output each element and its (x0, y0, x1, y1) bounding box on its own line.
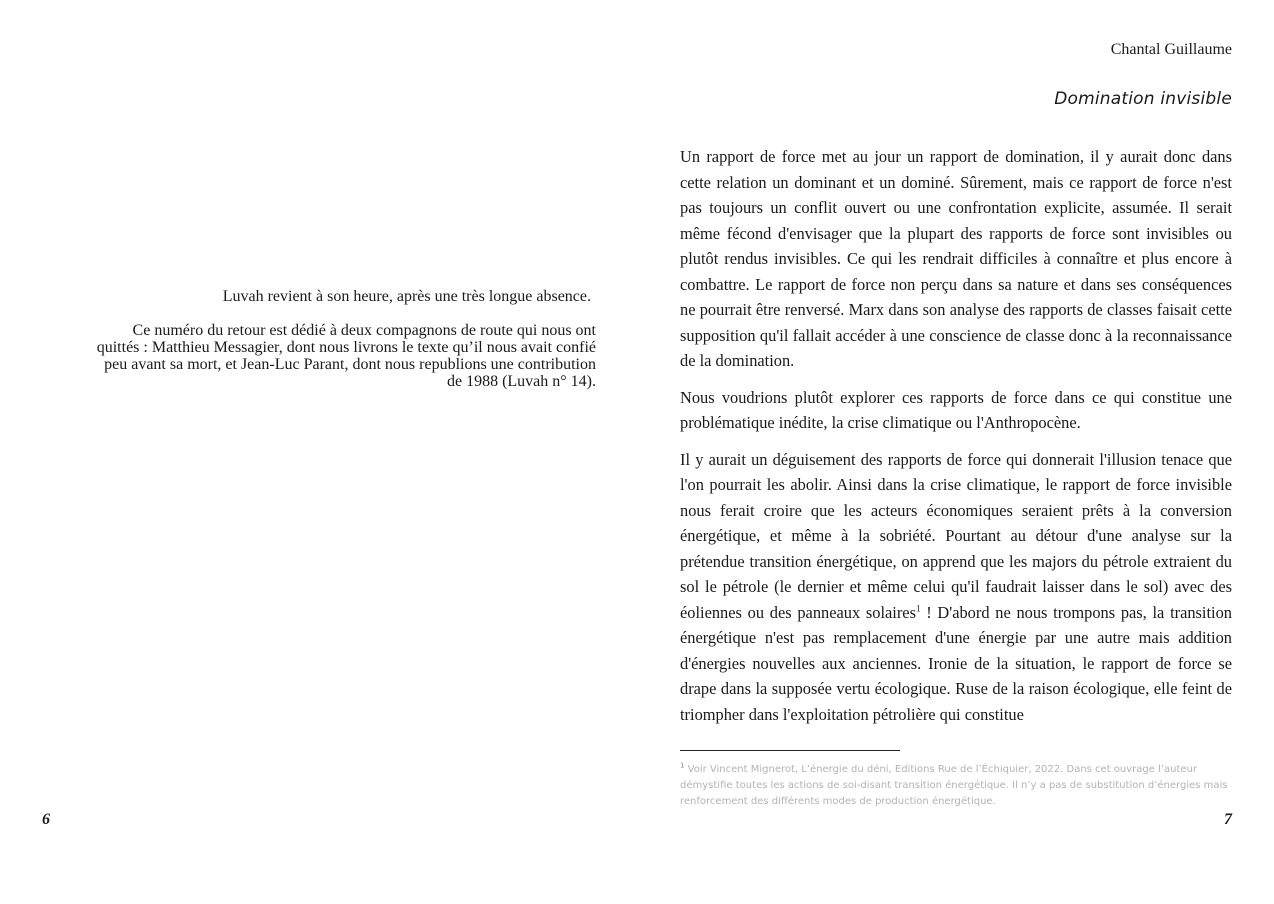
author-name: Chantal Guillaume (1110, 41, 1232, 58)
paragraph-text: ! D'abord ne nous trompons pas, la transition énergétique n'est pas remplacement d'une énergie par une autre mais addition d'énergies nouvelles aux anciennes. Ironie de la situation, le rapport de force se drape dans la supposée vertu écologique. Ruse de la raison écologique, elle feint de triompher dans l'exploitation pétrolière qui constitue (680, 602, 1232, 724)
paragraph: Un rapport de force met au jour un rapport de domination, il y aurait donc dans cette relation un dominant et un dominé. Sûrement, mais ce rapport de force n'est pas toujours un conflit ouvert ou une confrontation explicite, assumée. Il serait même fécond d'envisager que la plupart des rapports de force sont invisibles ou plutôt rendus invisibles. Ce qui les rendrait difficiles à connaître et plus encore à combattre. Le rapport de force non perçu dans sa nature et dans ses conséquences ne pourrait être renversé. Marx dans son analyse des rapports de classes faisait cette supposition qu'il fallait accéder à une conscience de classe donc à la reconnaissance de la domination. (680, 147, 1232, 370)
dedication-intro: Luvah revient à son heure, après une très longue absence. (222, 288, 591, 305)
dedication-line: Ce numéro du retour est dédié à deux compagnons de route qui nous ont (132, 322, 596, 339)
dedication (50, 288, 596, 390)
dedication-line: peu avant sa mort, et Jean-Luc Parant, dont nous republions une contribution (104, 356, 596, 373)
dedication-line: quittés : Matthieu Messagier, dont nous livrons le texte qu’il nous avait confié (96, 339, 596, 356)
footnote-reference[interactable]: 1 (915, 603, 921, 614)
footnote-number: 1 (680, 761, 685, 770)
article-title: Domination invisible (1054, 89, 1232, 109)
footnote (680, 762, 1232, 810)
paragraph: Nous voudrions plutôt explorer ces rapports de force dans ce qui constitue une problématique inédite, la crise climatique ou l'Anthropocène. (680, 387, 1232, 432)
footnote-text: Voir Vincent Mignerot, L’énergie du déni, Editions Rue de l’Échiquier, 2022. Dans cet ouvrage l’auteur démystifie toutes les actions de soi-disant transition énergétique. Il n’y a pas de substitution d’énergies mais renforcement des différents modes de production énergétique. (680, 764, 1228, 807)
footnote-divider (680, 750, 900, 751)
dedication-body (50, 322, 596, 390)
paragraph-text: Il y aurait un déguisement des rapports de force qui donnerait l'illusion tenace que l'on pourrait les abolir. Ainsi dans la crise climatique, le rapport de force invisible nous ferait croire que les acteurs économiques seraient prêts à la conversion énergétique, et même à la sobriété. Pourtant au détour d'une analyse sur la prétendue transition énergétique, on apprend que les majors du pétrole extraient du sol le pétrole (le dernier et même celui qu'il faudrait laisser dans le sol) avec des éoliennes ou des panneaux solaires (680, 449, 1232, 622)
right-page (637, 0, 1274, 904)
page-number-left: 6 (42, 811, 50, 828)
paragraph (680, 447, 1232, 728)
page-number-right: 7 (1224, 811, 1232, 828)
dedication-line: de 1988 (Luvah n° 14). (446, 373, 596, 390)
article-body (680, 144, 1232, 738)
